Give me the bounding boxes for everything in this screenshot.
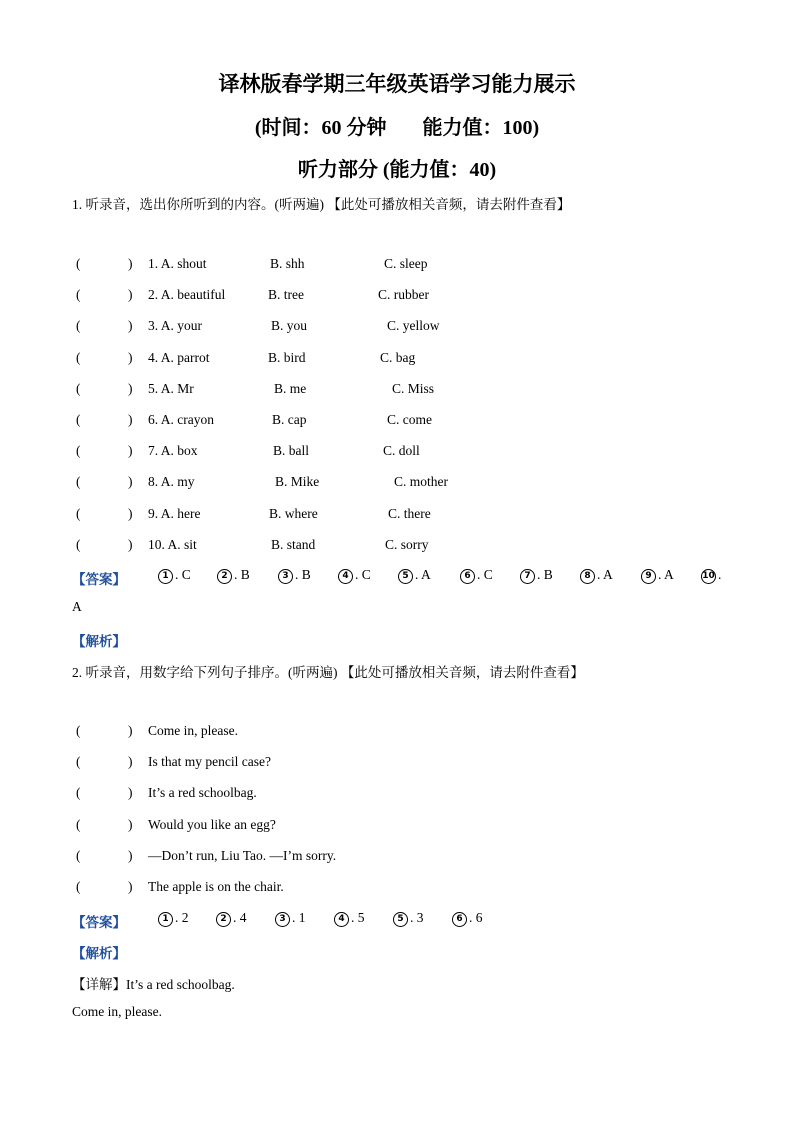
sentence: It’s a red schoolbag. bbox=[148, 785, 257, 801]
answer-value: . C bbox=[477, 567, 493, 582]
option-b: B. where bbox=[269, 505, 318, 521]
answer-value: . 2 bbox=[175, 910, 189, 925]
circled-number-icon: 6 bbox=[452, 912, 467, 927]
option-c: C. mother bbox=[394, 474, 448, 490]
circled-number-icon: 9 bbox=[641, 569, 656, 584]
answer-paren-open: ( bbox=[76, 380, 81, 396]
sentence: Come in, please. bbox=[148, 723, 238, 738]
answer-value: . A bbox=[658, 567, 674, 582]
q1-answer bbox=[398, 567, 431, 584]
answer-paren-open: ( bbox=[76, 723, 81, 738]
answer-paren-open: ( bbox=[76, 443, 81, 459]
q1-answer bbox=[217, 567, 250, 584]
answer-paren-close: ) bbox=[128, 287, 133, 303]
q2-item bbox=[72, 879, 772, 899]
circled-number-icon: 3 bbox=[278, 569, 293, 584]
q1-item bbox=[72, 287, 772, 307]
q2-instruction: 2. 听录音，用数字给下列句子排序。(听两遍) 【此处可播放相关音频，请去附件查看】 bbox=[72, 665, 584, 680]
answer-paren-open: ( bbox=[76, 816, 81, 832]
option-a: 9. A. here bbox=[148, 505, 201, 521]
q2-item bbox=[72, 723, 772, 743]
q2-detail bbox=[72, 973, 235, 993]
circled-number-icon: 2 bbox=[216, 912, 231, 927]
circled-number-icon: 2 bbox=[217, 569, 232, 584]
answer-value: . B bbox=[537, 567, 553, 582]
answer-paren-open: ( bbox=[76, 847, 81, 863]
q2-answer-label: 【答案】 bbox=[72, 915, 126, 930]
q2-answer bbox=[334, 910, 365, 927]
answer-paren-open: ( bbox=[76, 754, 81, 770]
answer-paren-open: ( bbox=[76, 785, 81, 801]
option-a: 4. A. parrot bbox=[148, 349, 210, 365]
answer-value: . 4 bbox=[233, 910, 247, 925]
q1-answer-label: 【答案】 bbox=[72, 572, 126, 587]
option-c: C. there bbox=[388, 505, 431, 521]
q1-answer bbox=[460, 567, 493, 584]
q2-item bbox=[72, 785, 772, 805]
option-a: 5. A. Mr bbox=[148, 380, 194, 396]
option-b: B. shh bbox=[270, 256, 305, 271]
answer-value: . 1 bbox=[292, 910, 306, 925]
circled-number-icon: 3 bbox=[275, 912, 290, 927]
sentence: Is that my pencil case? bbox=[148, 754, 271, 770]
q2-answer bbox=[216, 910, 247, 927]
q1-instruction: 1. 听录音，选出你所听到的内容。(听两遍) 【此处可播放相关音频，请去附件查看】 bbox=[72, 197, 571, 212]
option-b: B. Mike bbox=[275, 474, 320, 490]
answer-paren-close: ) bbox=[128, 754, 133, 770]
q1-answer bbox=[641, 567, 674, 584]
q2-item bbox=[72, 817, 772, 837]
option-c: C. come bbox=[387, 412, 432, 427]
q1-item bbox=[72, 381, 772, 401]
time-info: (时间：60 分钟 bbox=[254, 117, 387, 139]
answer-paren-close: ) bbox=[128, 412, 133, 427]
option-a: 1. A. shout bbox=[148, 256, 207, 271]
q1-answer bbox=[278, 567, 311, 584]
option-a: 2. A. beautiful bbox=[148, 287, 226, 303]
q1-analysis-label: 【解析】 bbox=[72, 634, 126, 649]
q1-item bbox=[72, 256, 772, 276]
answer-value: . C bbox=[355, 567, 371, 582]
answer-value: . A bbox=[597, 567, 613, 582]
q1-answer bbox=[520, 567, 553, 584]
option-b: B. stand bbox=[271, 536, 316, 552]
option-a: 8. A. my bbox=[148, 474, 195, 490]
answer-value: . 3 bbox=[410, 910, 424, 925]
q2-answer bbox=[393, 910, 424, 927]
score-info: 能力值：100) bbox=[422, 117, 540, 139]
circled-number-icon: 5 bbox=[393, 912, 408, 927]
option-a: 6. A. crayon bbox=[148, 412, 214, 427]
option-b: B. you bbox=[271, 318, 308, 334]
option-b: B. ball bbox=[273, 443, 309, 459]
circled-number-icon: 10 bbox=[701, 569, 716, 584]
q2-item bbox=[72, 848, 772, 868]
q1-answer bbox=[338, 567, 371, 584]
option-b: B. bird bbox=[268, 349, 306, 365]
sentence: The apple is on the chair. bbox=[148, 879, 284, 894]
circled-number-icon: 8 bbox=[580, 569, 595, 584]
q1-answer-wrap: A bbox=[72, 599, 82, 614]
q1-item bbox=[72, 443, 772, 463]
answer-paren-open: ( bbox=[76, 879, 81, 894]
q2-detail-text2: Come in, please. bbox=[72, 1004, 162, 1019]
circled-number-icon: 1 bbox=[158, 912, 173, 927]
option-c: C. Miss bbox=[392, 380, 435, 396]
option-c: C. sorry bbox=[385, 536, 429, 552]
answer-paren-close: ) bbox=[128, 723, 133, 738]
answer-paren-close: ) bbox=[128, 474, 133, 490]
answer-paren-close: ) bbox=[128, 816, 133, 832]
answer-paren-close: ) bbox=[128, 505, 133, 521]
option-c: C. yellow bbox=[387, 318, 440, 334]
answer-paren-close: ) bbox=[128, 349, 133, 365]
option-c: C. rubber bbox=[378, 287, 429, 303]
answer-paren-open: ( bbox=[76, 287, 81, 303]
sentence: —Don’t run, Liu Tao. —I’m sorry. bbox=[148, 847, 337, 863]
q2-answer bbox=[158, 910, 189, 927]
option-b: B. me bbox=[274, 380, 307, 396]
answer-paren-open: ( bbox=[76, 256, 81, 271]
circled-number-icon: 1 bbox=[158, 569, 173, 584]
page-title: 译林版春学期三年级英语学习能力展示 bbox=[218, 72, 576, 96]
option-b: B. tree bbox=[268, 287, 304, 303]
answer-paren-close: ) bbox=[128, 536, 133, 552]
q1-item bbox=[72, 318, 772, 338]
q1-item bbox=[72, 537, 772, 557]
circled-number-icon: 4 bbox=[334, 912, 349, 927]
q2-answer bbox=[275, 910, 306, 927]
exam-info bbox=[0, 111, 794, 140]
q1-item bbox=[72, 412, 772, 432]
option-a: 3. A. your bbox=[148, 318, 202, 334]
sentence: Would you like an egg? bbox=[148, 816, 276, 832]
answer-paren-open: ( bbox=[76, 318, 81, 334]
answer-paren-close: ) bbox=[128, 443, 133, 459]
option-c: C. sleep bbox=[384, 256, 428, 271]
section-title: 听力部分 (能力值：40) bbox=[297, 159, 497, 181]
answer-paren-close: ) bbox=[128, 318, 133, 334]
option-c: C. bag bbox=[380, 349, 416, 365]
q1-answer bbox=[580, 567, 613, 584]
answer-value: . C bbox=[175, 567, 191, 582]
answer-paren-open: ( bbox=[76, 412, 81, 427]
answer-value: . B bbox=[295, 567, 311, 582]
answer-value: . 5 bbox=[351, 910, 365, 925]
answer-paren-close: ) bbox=[128, 380, 133, 396]
option-c: C. doll bbox=[383, 443, 420, 459]
answer-paren-open: ( bbox=[76, 474, 81, 490]
q1-item bbox=[72, 506, 772, 526]
option-b: B. cap bbox=[272, 412, 307, 427]
answer-paren-open: ( bbox=[76, 505, 81, 521]
circled-number-icon: 4 bbox=[338, 569, 353, 584]
answer-paren-open: ( bbox=[76, 536, 81, 552]
q1-item bbox=[72, 474, 772, 494]
answer-value: . A bbox=[415, 567, 431, 582]
answer-paren-close: ) bbox=[128, 879, 133, 894]
circled-number-icon: 6 bbox=[460, 569, 475, 584]
answer-value: . bbox=[718, 567, 722, 582]
q2-analysis-label: 【解析】 bbox=[72, 946, 126, 961]
option-a: 10. A. sit bbox=[148, 536, 197, 552]
q1-item bbox=[72, 350, 772, 370]
q1-answer bbox=[158, 567, 191, 584]
q2-answer bbox=[452, 910, 483, 927]
answer-paren-close: ) bbox=[128, 847, 133, 863]
detail-text: It’s a red schoolbag. bbox=[126, 977, 235, 992]
option-a: 7. A. box bbox=[148, 443, 198, 459]
detail-label: 【详解】 bbox=[72, 977, 126, 992]
circled-number-icon: 7 bbox=[520, 569, 535, 584]
answer-paren-open: ( bbox=[76, 349, 81, 365]
q2-item bbox=[72, 754, 772, 774]
q1-answer bbox=[701, 567, 721, 584]
circled-number-icon: 5 bbox=[398, 569, 413, 584]
answer-paren-close: ) bbox=[128, 785, 133, 801]
answer-paren-close: ) bbox=[128, 256, 133, 271]
answer-value: . 6 bbox=[469, 910, 483, 925]
answer-value: . B bbox=[234, 567, 250, 582]
